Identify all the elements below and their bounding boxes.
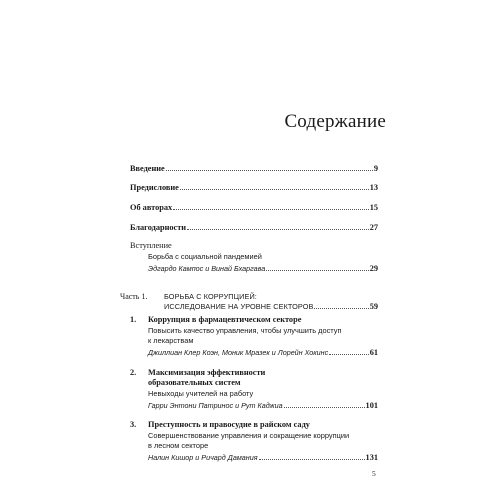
chapter-title: Преступность и правосудие в райском саду bbox=[148, 420, 310, 429]
toc-entry-authors: Эдгардо Кампос и Винай Бхаргава bbox=[148, 264, 266, 273]
toc-entry-part1[interactable] bbox=[164, 301, 378, 312]
toc-entry-page: 101 bbox=[365, 401, 378, 410]
dot-leader bbox=[329, 347, 368, 355]
chapter-subtitle-line: Совершенствование управления и сокращение коррупции bbox=[148, 431, 350, 440]
toc-entry-page: 59 bbox=[369, 302, 378, 311]
toc-entry-page: 27 bbox=[369, 223, 378, 232]
dot-leader bbox=[314, 301, 368, 309]
intro-subtitle: Борьба с социальной пандемией bbox=[148, 252, 262, 261]
chapter-title: Коррупция в фармацевтическом секторе bbox=[148, 315, 302, 324]
page-number: 5 bbox=[372, 469, 376, 478]
chapter-subtitle-line: в лесном секторе bbox=[148, 441, 209, 450]
toc-entry-label: Благодарности bbox=[130, 223, 187, 232]
toc-entry-page: 15 bbox=[369, 203, 378, 212]
dot-leader bbox=[166, 163, 373, 171]
toc-entry-page: 61 bbox=[369, 348, 378, 357]
dot-leader bbox=[187, 222, 369, 230]
part-title-line2: ИССЛЕДОВАНИЕ НА УРОВНЕ СЕКТОРОВ bbox=[164, 302, 314, 311]
dot-leader bbox=[259, 452, 365, 460]
toc-entry-about-authors[interactable] bbox=[130, 202, 378, 213]
chapter-subtitle-line: к лекарствам bbox=[148, 336, 194, 345]
intro-heading: Вступление bbox=[130, 241, 172, 250]
toc-entry-authors: Налин Кишор и Ричард Дамания bbox=[148, 453, 258, 462]
dot-leader bbox=[284, 400, 365, 408]
chapter-subtitle-line: Невыходы учителей на работу bbox=[148, 389, 254, 398]
page-title: Содержание bbox=[284, 111, 386, 132]
chapter-title: образовательных систем bbox=[148, 378, 241, 387]
toc-entry-intro[interactable] bbox=[148, 263, 378, 274]
chapter-subtitle-line: Повысить качество управления, чтобы улучшить доступ bbox=[148, 326, 342, 335]
dot-leader bbox=[266, 263, 368, 271]
toc-entry-page: 9 bbox=[373, 164, 378, 173]
dot-leader bbox=[180, 182, 369, 190]
toc-entry-authors: Гарри Энтони Патринос и Рут Каджиа bbox=[148, 401, 283, 410]
toc-entry-label: Предисловие bbox=[130, 183, 179, 192]
chapter-number: 1. bbox=[130, 315, 137, 324]
chapter-title: Максимизация эффективности bbox=[148, 368, 266, 377]
toc-entry-chapter-3[interactable] bbox=[148, 452, 378, 463]
toc-entry-label: Введение bbox=[130, 164, 165, 173]
chapter-number: 2. bbox=[130, 368, 137, 377]
toc-entry-page: 29 bbox=[369, 264, 378, 273]
chapter-number: 3. bbox=[130, 420, 137, 429]
toc-entry-introduction[interactable] bbox=[130, 163, 378, 174]
toc-entry-page: 13 bbox=[369, 183, 378, 192]
toc-entry-acknowledgments[interactable] bbox=[130, 222, 378, 233]
toc-entry-authors: Джиллиан Клер Коэн, Моник Мразек и Лорейн Хокинс bbox=[148, 348, 329, 357]
toc-entry-label: Об авторах bbox=[130, 203, 173, 212]
toc-entry-foreword[interactable] bbox=[130, 182, 378, 193]
toc-entry-chapter-1[interactable] bbox=[148, 347, 378, 358]
part-title-line1: БОРЬБА С КОРРУПЦИЕЙ: bbox=[164, 292, 257, 301]
toc-entry-page: 131 bbox=[365, 453, 378, 462]
dot-leader bbox=[173, 202, 369, 210]
toc-entry-chapter-2[interactable] bbox=[148, 400, 378, 411]
part-label: Часть 1. bbox=[120, 292, 148, 301]
